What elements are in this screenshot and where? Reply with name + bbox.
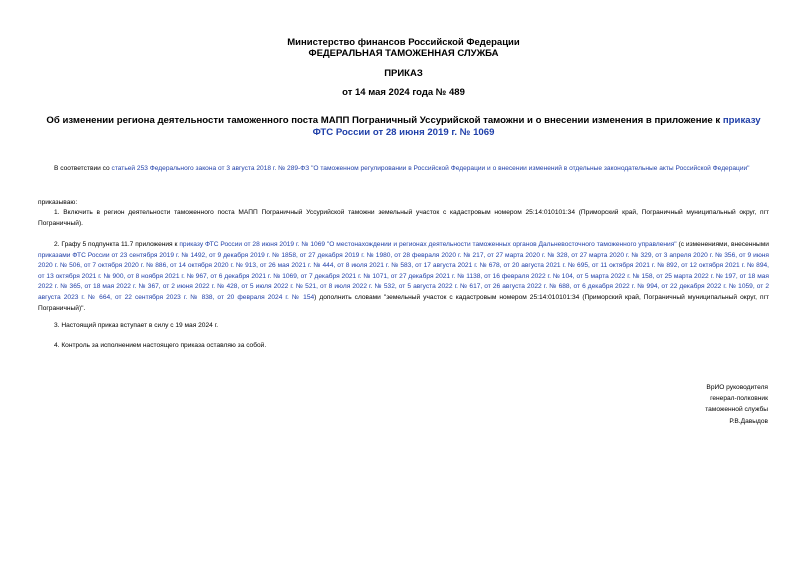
document-date-number: от 14 мая 2024 года № 489 — [342, 87, 465, 98]
item-2 — [38, 240, 769, 314]
item-2-order-link[interactable]: приказу ФТС России от 28 июня 2019 г. № 1069 "О местонахождении и регионах деятельности таможенных органов Дальневосточного таможенного управления" — [179, 241, 677, 248]
item-2-amendments-list: от 23 сентября 2019 г. № 1492, от 9 декабря 2019 г. № 1858, от 27 декабря 2019 г. № 1980, от 28 февраля 2020 г. № 217, от 27 марта 2020 г. № 328, от 27 марта 2020 г. № 329, от 3 апреля 2020 г. № 356, от 9 июня 2020 г. № 506, от 7 октября 2020 г. № 886, от 14 октября 2020 г. № 913, от 26 мая 2021 г. № 444, от 8 июля 2021 г. № 583, от 17 августа 2021 г. № 678, от 20 августа 2021 г. № 695, от 11 октября 2021 г. № 892, от 12 октября 2021 г. № 894, от 13 октября 2021 г. № 900, от 8 ноября 2021 г. № 967, от 6 декабря 2021 г. № 1069, от 7 декабря 2021 г. № 1071, от 27 декабря 2021 г. № 1138, от 16 февраля 2022 г. № 104, от 5 марта 2022 г. № 158, от 25 марта 2022 г. № 197, от 18 мая 2022 г. № 365, от 18 мая 2022 г. № 367, от 2 июня 2022 г. № 428, от 5 июля 2022 г. № 521, от 8 июля 2022 г. № 532, от 5 августа 2022 г. № 617, от 26 августа 2022 г. № 688, от 6 декабря 2022 г. № 994, от 22 декабря 2022 г. № 1059, от 2 августа 2023 г. № 664, от 22 сентября 2023 г. № 838, от 20 февраля 2024 г. № 154 — [38, 251, 769, 301]
preamble-prefix: В соответствии со — [54, 165, 112, 172]
signature-position: ВрИО руководителя — [706, 384, 768, 391]
document-type: ПРИКАЗ — [384, 68, 423, 79]
title-link[interactable]: приказу ФТС России от 28 июня 2019 г. № 1069 — [312, 115, 761, 138]
preamble-law-link[interactable]: статьей 253 Федерального закона от 3 августа 2018 г. № 289-ФЗ "О таможенном регулировании в Российской Федерации и о внесении изменений в отдельные законодательные акты Российской Федерации" — [111, 165, 750, 172]
item-2-suffix: ) дополнить словами "земельный участок с кадастровым номером 25:14:010101:34 (Приморский край, Пограничный муниципальный округ, пгт Пограничный)". — [38, 293, 769, 312]
service-name: ФЕДЕРАЛЬНАЯ ТАМОЖЕННАЯ СЛУЖБА — [308, 48, 499, 59]
title-text: Об изменении региона деятельности таможенного поста МАПП Пограничный Уссурийской таможни и о внесении изменения в приложение к — [46, 115, 723, 126]
item-2-orders-link[interactable]: приказами ФТС России — [38, 251, 110, 259]
order-word: приказываю: — [38, 199, 78, 206]
signature-block — [568, 382, 768, 427]
preamble — [38, 164, 769, 175]
item-3: 3. Настоящий приказ вступает в силу с 19 мая 2024 г. — [54, 322, 219, 329]
item-2-prefix: 2. Графу 5 подпункта 11.7 приложения к — [54, 241, 180, 248]
signature-name: Р.В.Давыдов — [729, 417, 768, 425]
item-4: 4. Контроль за исполнением настоящего приказа оставляю за собой. — [54, 342, 267, 349]
signature-service: таможенной службы — [705, 406, 768, 414]
signature-rank: генерал-полковник — [710, 395, 768, 403]
item-1: 1. Включить в регион деятельности таможенного поста МАПП Пограничный Уссурийской таможни земельный участок с кадастровым номером 25:14:010101:34 (Приморский край, Пограничный муниципальный округ, пгт Пограничный). — [38, 209, 769, 227]
item-2-mid: (с изменениями, внесенными — [676, 241, 769, 248]
document-title — [36, 115, 771, 139]
ministry-name: Министерство финансов Российской Федерации — [287, 37, 520, 48]
